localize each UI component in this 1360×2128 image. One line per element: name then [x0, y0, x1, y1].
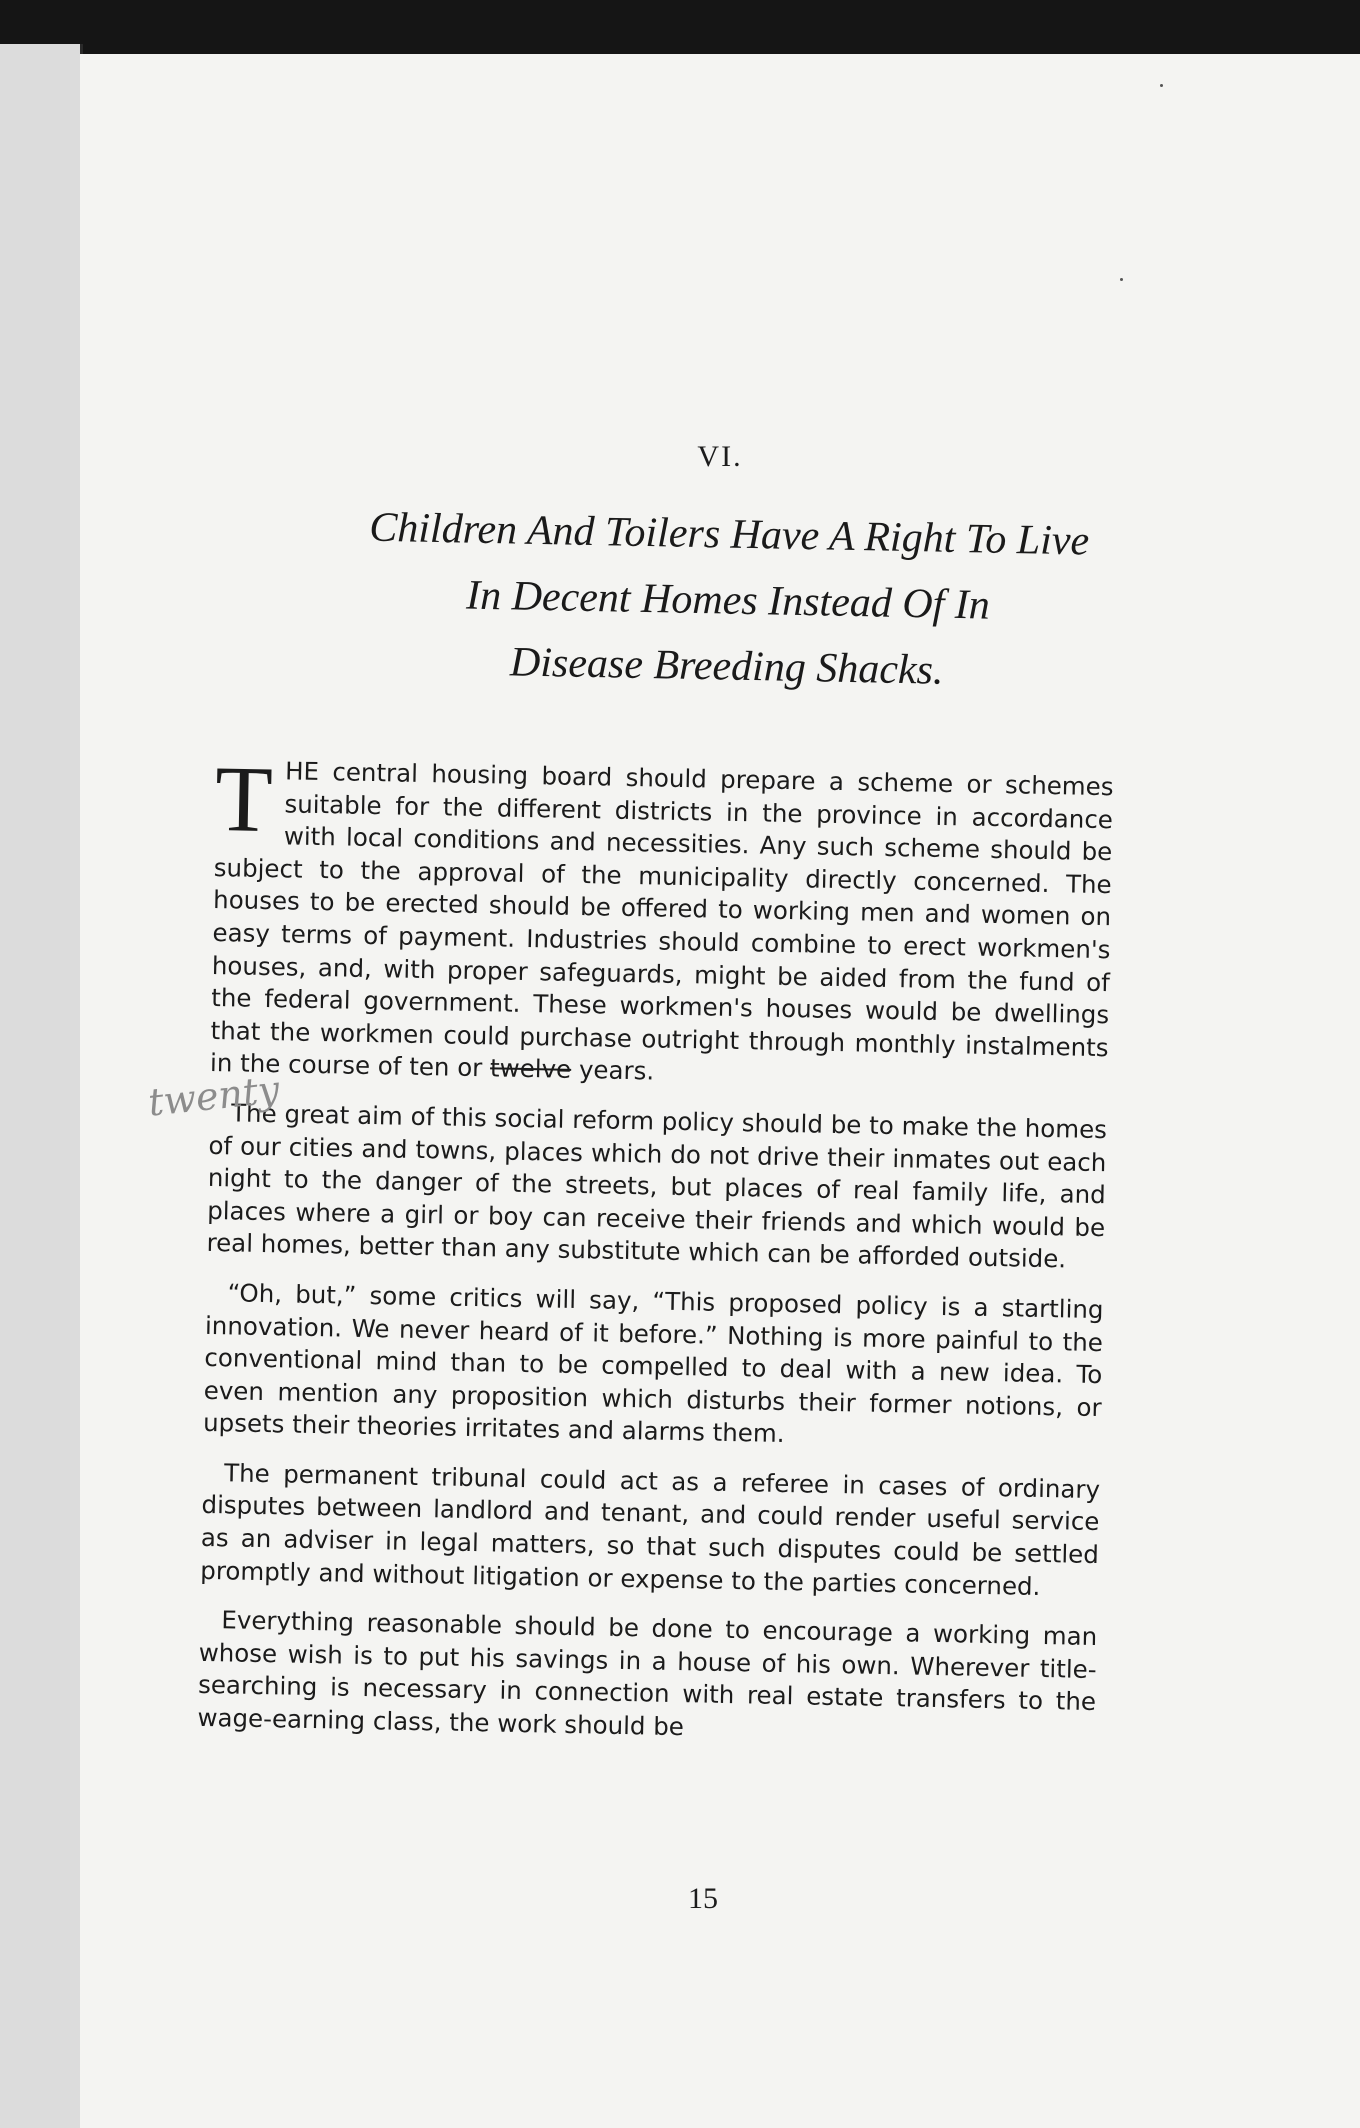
paragraph-3: “Oh, but,” some critics will say, “This proposed policy is a startling innovation. We never heard of it before.” Nothing is more painful to the conventional mind than to be compelled to deal with a new idea. To even mention any proposition which disturbs their former notions, or upsets their theories irritates and alarms them. — [202, 1278, 1104, 1449]
book-page — [80, 54, 1360, 2128]
paragraph-1 — [209, 747, 1114, 1097]
paragraph-4: The permanent tribunal could act as a referee in cases of ordinary disputes between landlord and tenant, and could render useful service as an adviser in legal matters, so that such disputes could be settled promptly and without litigation or expense to the parties concerned. — [200, 1458, 1101, 1601]
body-text — [197, 747, 1114, 1769]
drop-cap: T — [214, 747, 274, 853]
paragraph-1-end: years. — [578, 1055, 655, 1086]
handwritten-margin-note: twenty — [146, 1067, 282, 1125]
chapter-title — [226, 492, 1230, 709]
facing-page-edge — [0, 44, 83, 2128]
struck-word: twelve — [489, 1053, 572, 1085]
chapter-number: VI. — [697, 440, 743, 473]
page-number: 15 — [688, 1882, 718, 1915]
title-line-1: Children And Toilers Have A Right To Live — [368, 504, 1090, 565]
title-line-3: Disease Breeding Shacks. — [509, 639, 944, 694]
paper-speck — [1160, 84, 1163, 87]
paper-speck — [1120, 278, 1123, 281]
paragraph-2: The great aim of this social reform policy should be to make the homes of our cities and towns, places which do not drive their inmates out each night to the danger of the streets, but places of real family life, and places where a girl or boy can receive their friends and which would be real homes, better than any substitute which can be afforded outside. — [206, 1098, 1108, 1274]
paragraph-5: Everything reasonable should be done to encourage a working man whose wish is to put his savings in a house of his own. Wherever title-searching is necessary in connection with real estate transfers to the wage-earning class, the work should be — [197, 1605, 1098, 1742]
title-line-2: In Decent Homes Instead Of In — [465, 572, 991, 629]
paragraph-1-text: HE central housing board should prepare a scheme or schemes suitable for the different districts in the province in accordance with local conditions and necessities. Any such scheme should be subject to the approval of the municipality directly concerned. The houses to be erected should be offered to working men and women on easy terms of payment. Industries should combine to erect workmen's houses, and, with proper safeguards, might be aided from the fund of the federal government. These workmen's houses would be dwellings that the workmen could purchase outright through monthly instalments in the course of ten or — [209, 756, 1114, 1083]
